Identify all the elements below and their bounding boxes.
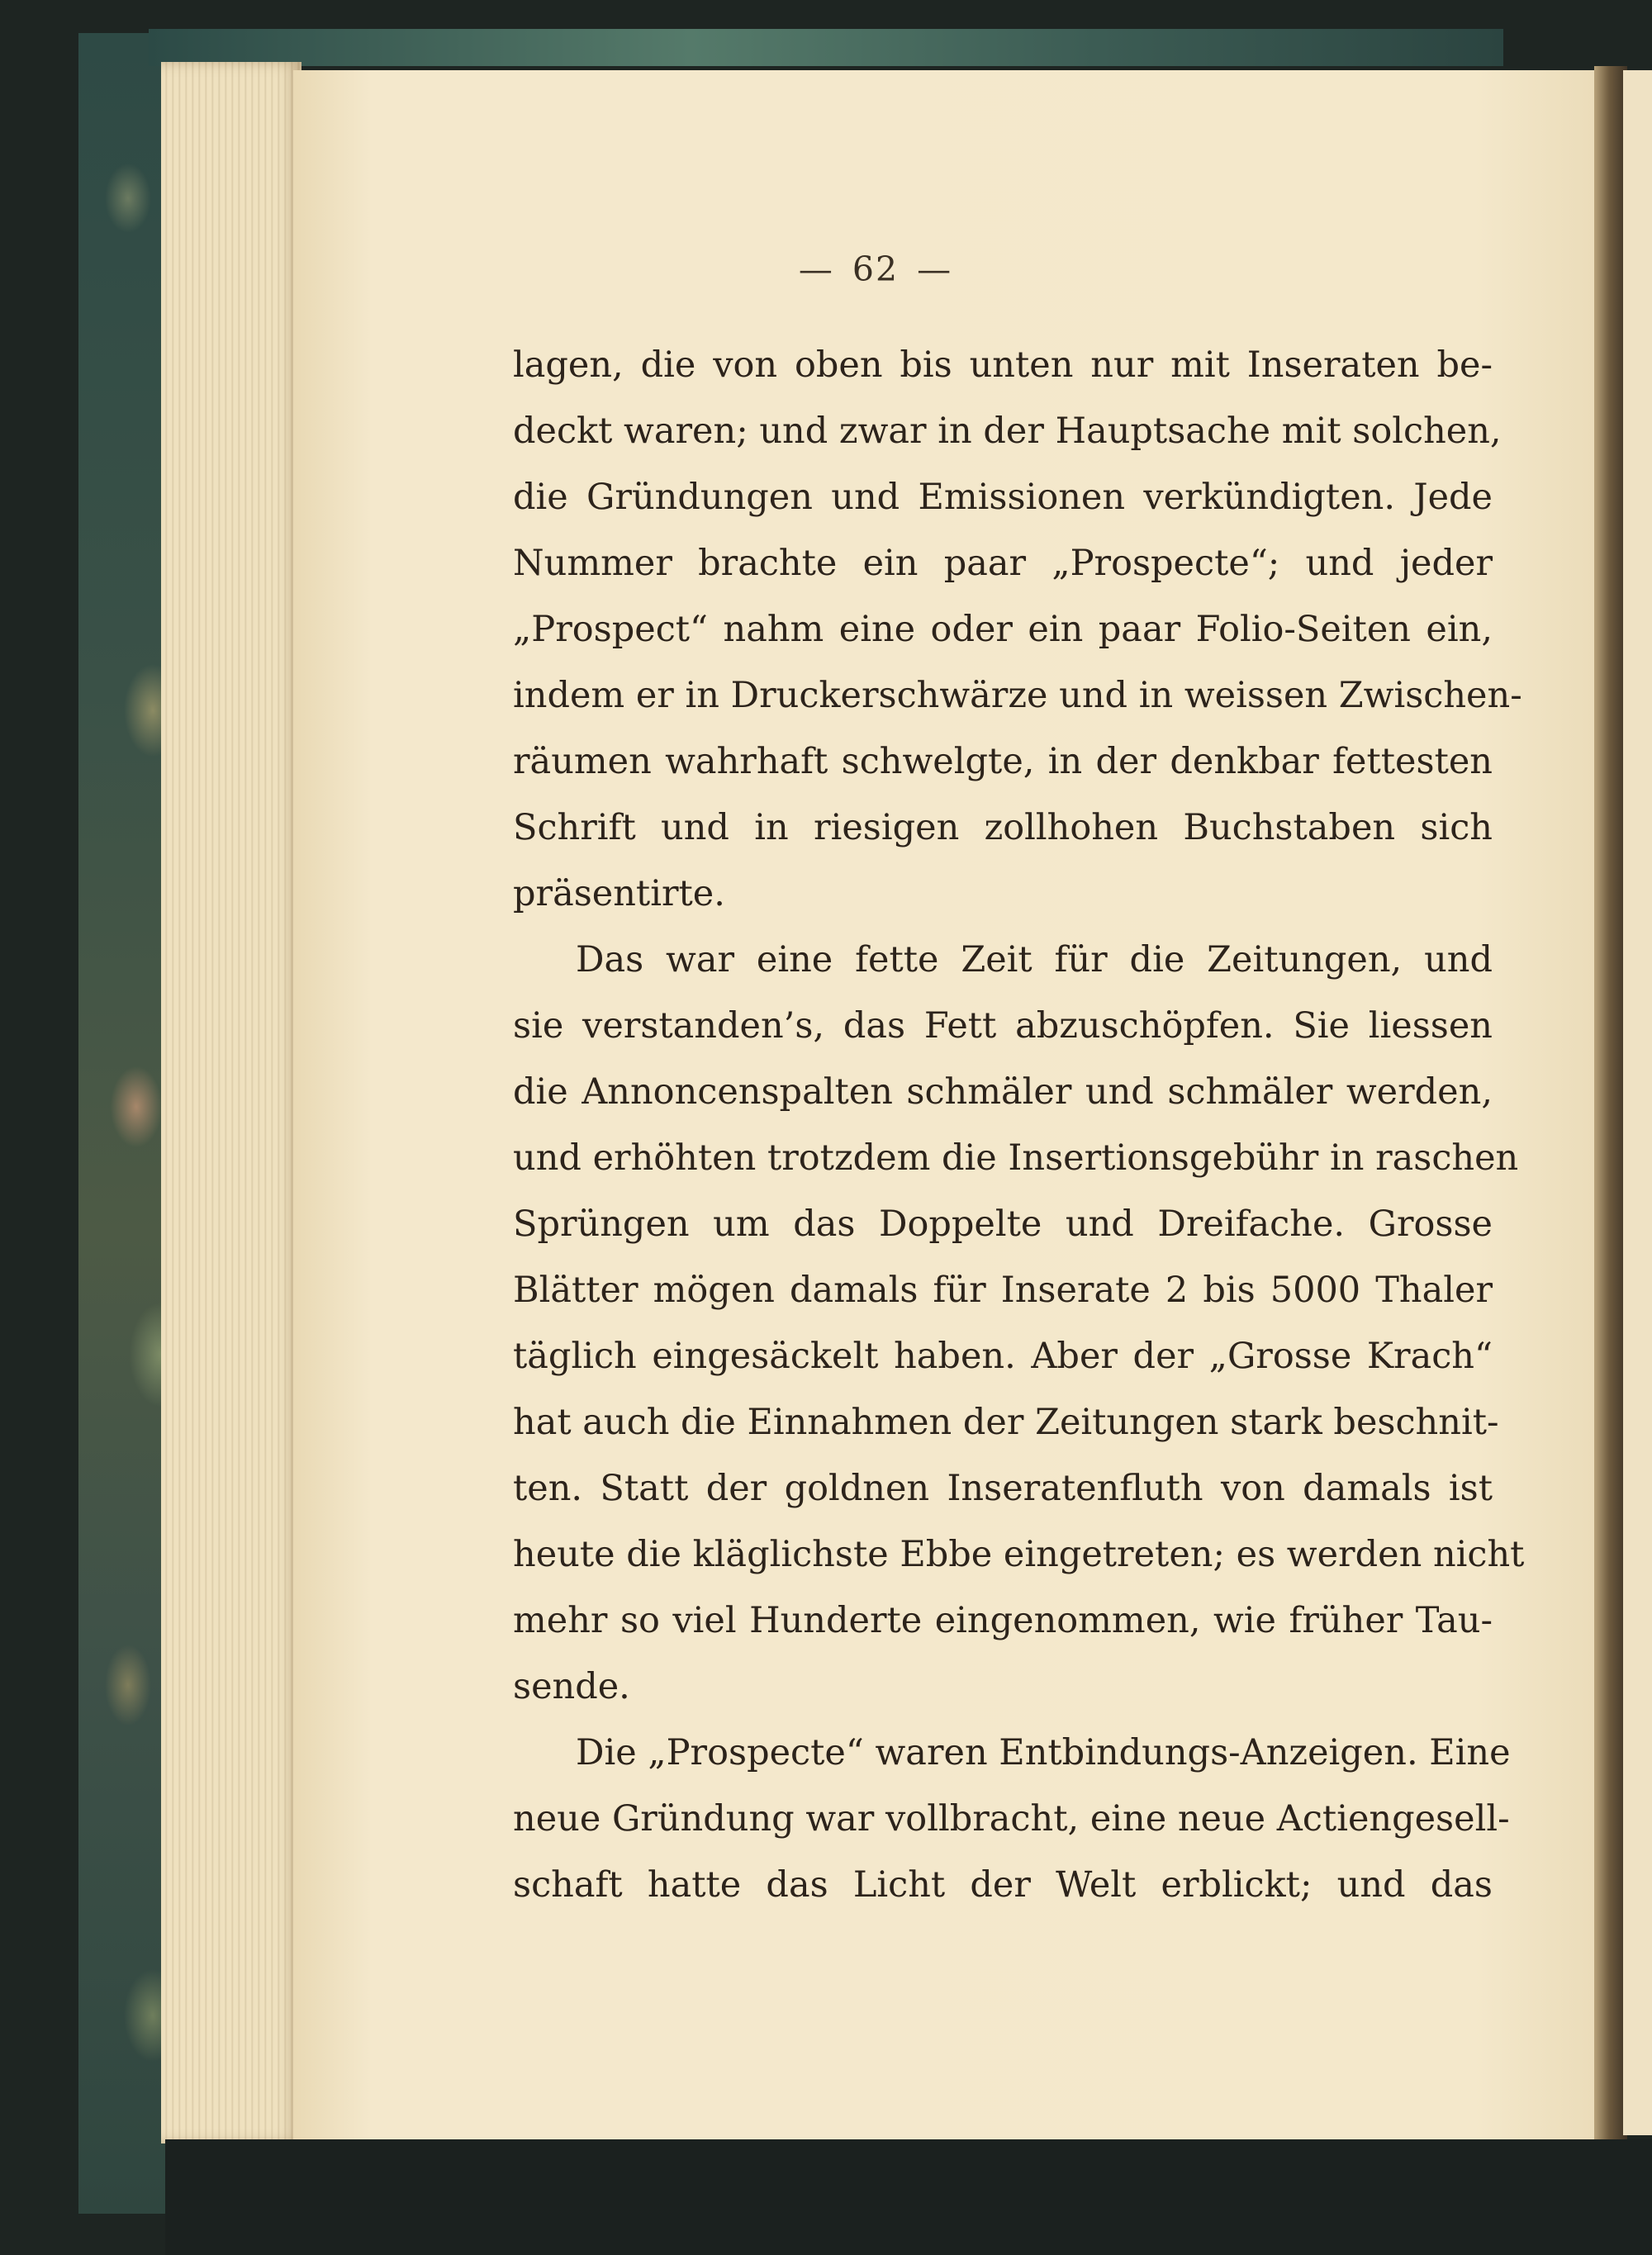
bottom-shadow — [165, 2139, 1652, 2255]
text-line: die Gründungen und Emissionen verkündigten. Jede — [513, 477, 1493, 518]
text-line: mehr so viel Hunderte eingenommen, wie früher Tau- — [513, 1600, 1493, 1641]
paragraph-start-line: Die „Prospecte“ waren Entbindungs-Anzeigen. Eine — [576, 1732, 1511, 1773]
book-gutter — [1594, 66, 1627, 2139]
text-line: heute die kläglichste Ebbe eingetreten; es werden nicht — [513, 1534, 1525, 1575]
text-line: Sprüngen um das Doppelte und Dreifache. Grosse — [513, 1203, 1493, 1245]
text-line: und erhöhten trotzdem die Insertionsgebühr in raschen — [513, 1137, 1519, 1179]
text-line: täglich eingesäckelt haben. Aber der „Grosse Krach“ — [513, 1336, 1493, 1377]
paragraph-end-line: präsentirte. — [513, 873, 725, 914]
paragraph-start-line: Das war eine fette Zeit für die Zeitungen, und — [576, 939, 1493, 980]
text-line: Blätter mögen damals für Inserate 2 bis 5000 Thaler — [513, 1270, 1493, 1311]
text-line: Schrift und in riesigen zollhohen Buchstaben sich — [513, 807, 1493, 848]
text-line: lagen, die von oben bis unten nur mit Inseraten be- — [513, 344, 1493, 386]
cover-top-edge — [149, 29, 1503, 66]
text-line: neue Gründung war vollbracht, eine neue Actiengesell- — [513, 1798, 1510, 1840]
page-number-header — [760, 249, 991, 289]
next-page-edge — [1623, 70, 1652, 2135]
text-line: ten. Statt der goldnen Inseratenfluth von damals ist — [513, 1468, 1493, 1509]
text-line: räumen wahrhaft schwelgte, in der denkbar fettesten — [513, 741, 1493, 782]
text-line: hat auch die Einnahmen der Zeitungen stark beschnit- — [513, 1402, 1499, 1443]
text-line: „Prospect“ nahm eine oder ein paar Folio-Seiten ein, — [513, 609, 1493, 650]
paragraph-end-line: sende. — [513, 1666, 630, 1707]
text-line: die Annoncenspalten schmäler und schmäler werden, — [513, 1071, 1493, 1113]
text-line: deckt waren; und zwar in der Hauptsache mit solchen, — [513, 411, 1502, 452]
page-edges — [161, 62, 301, 2143]
header-dash-left: — — [798, 249, 834, 289]
text-line: schaft hatte das Licht der Welt erblickt; und das — [513, 1864, 1493, 1906]
text-line: sie verstanden’s, das Fett abzuschöpfen. Sie liessen — [513, 1005, 1493, 1047]
header-dash-right: — — [917, 249, 953, 289]
text-line: Nummer brachte ein paar „Prospecte“; und jeder — [513, 543, 1493, 584]
page-number: 62 — [852, 249, 900, 289]
body-text — [513, 332, 1525, 1918]
text-line: indem er in Druckerschwärze und in weissen Zwischen- — [513, 675, 1522, 716]
